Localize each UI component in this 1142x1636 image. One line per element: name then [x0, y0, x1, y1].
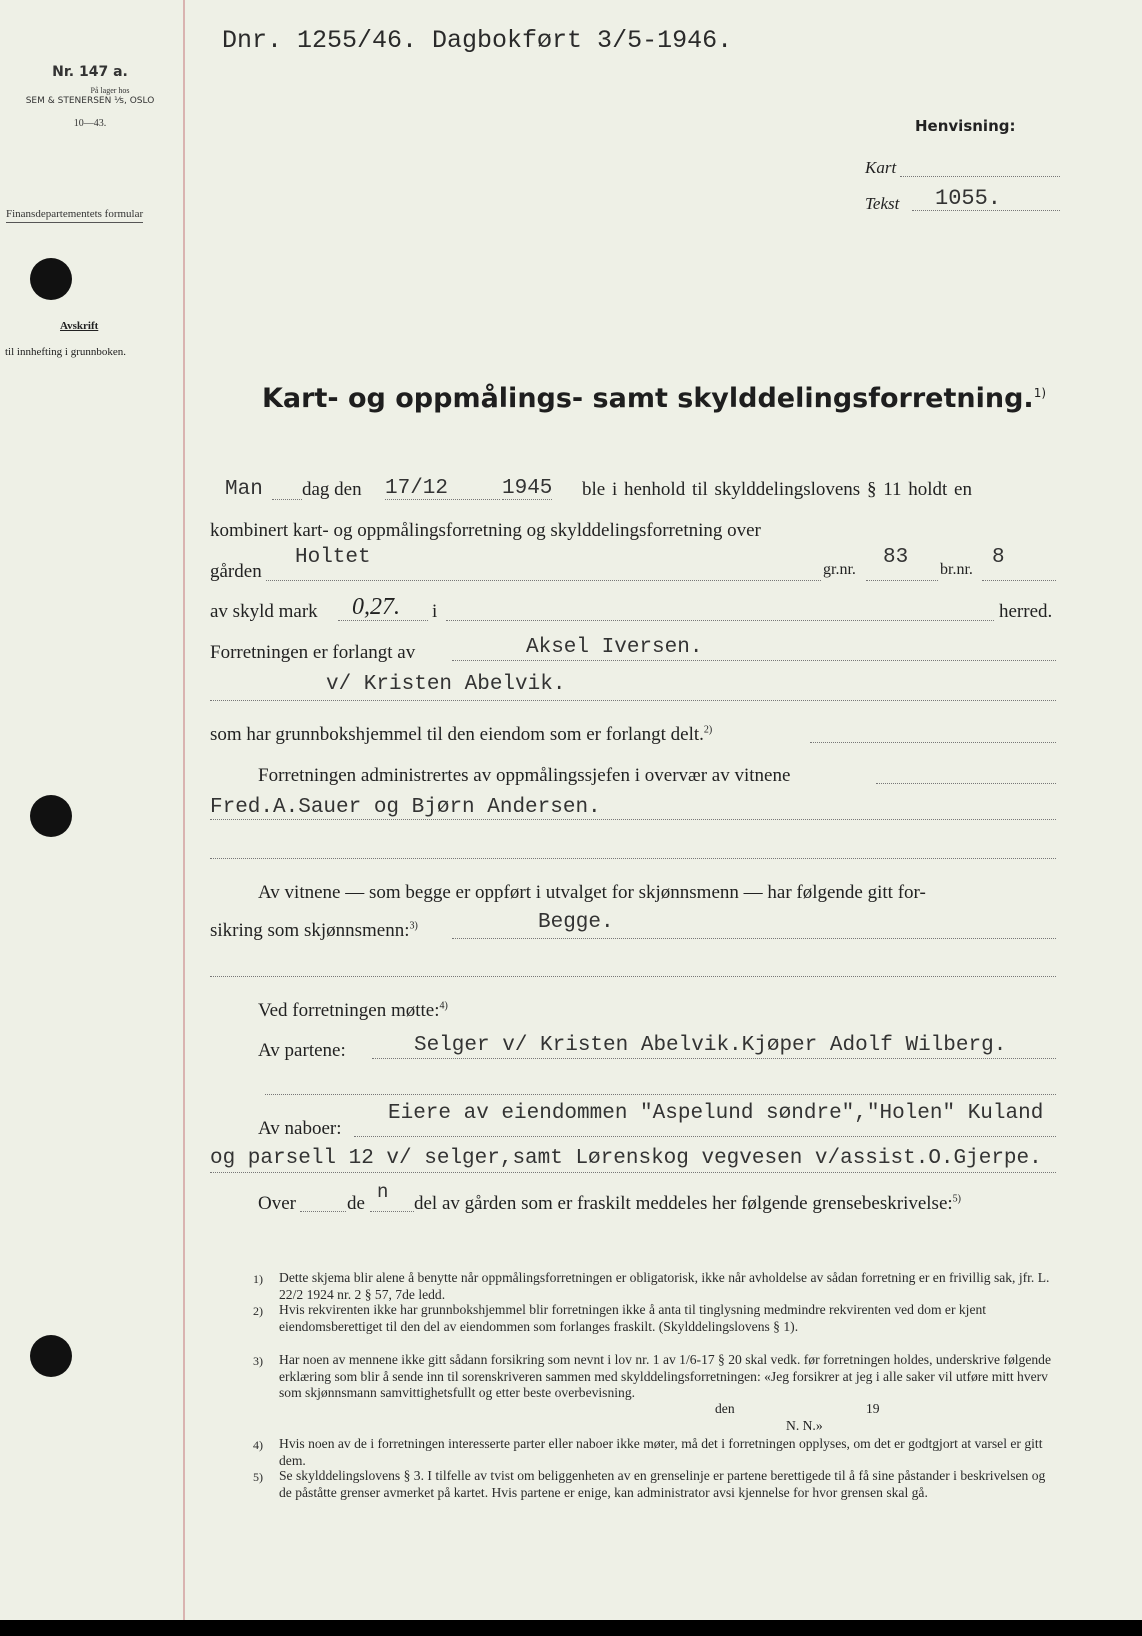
punch-hole	[30, 258, 72, 300]
farm-line	[266, 580, 821, 581]
neighbors-line2	[210, 1172, 1056, 1173]
herred-line	[446, 620, 994, 621]
publisher-line2: SEM & STENERSEN ⅟s, OSLO	[25, 96, 155, 106]
witness-text2	[210, 920, 418, 942]
footnote-3-den: den	[715, 1401, 735, 1416]
year-line	[502, 499, 552, 500]
form-number-block	[0, 64, 180, 129]
copy-note: til innhefting i grunnboken.	[5, 346, 126, 358]
neighbors-label: Av naboer:	[258, 1118, 342, 1139]
de-label: de	[347, 1193, 365, 1214]
punch-hole	[30, 1335, 72, 1377]
farm-name: Holtet	[295, 546, 371, 569]
journal-stamp: Dnr. 1255/46. Dagbokført 3/5-1946.	[222, 26, 733, 55]
footnote-number: 2)	[253, 1304, 263, 1318]
date-value: 17/12	[385, 477, 449, 500]
tekst-value: 1055.	[935, 186, 1002, 211]
grunnbok-line-fill	[810, 742, 1056, 743]
requester-value: Aksel Iversen.	[526, 636, 703, 659]
witness-value: Begge.	[538, 911, 614, 934]
de-value: n	[377, 1181, 389, 1203]
kart-label: Kart	[865, 158, 897, 177]
intro-text: ble i henhold til skylddelingslovens § 11 holdt en	[582, 479, 972, 500]
grnr-label: gr.nr.	[823, 561, 856, 578]
footnote-number: 5)	[253, 1470, 263, 1484]
witness-line-fill2	[210, 976, 1056, 977]
neighbors-value1: Eiere av eiendommen "Aspelund søndre","Holen" Kuland	[388, 1102, 1044, 1125]
witnesses-value: Fred.A.Sauer og Bjørn Andersen.	[210, 796, 601, 819]
footnote-number: 3)	[253, 1354, 263, 1368]
requester-value-line2: v/ Kristen Abelvik.	[326, 673, 566, 696]
herred-label: herred.	[999, 601, 1053, 622]
parties-line	[372, 1058, 1056, 1059]
brnr-label: br.nr.	[940, 561, 973, 578]
skyld-label: av skyld mark	[210, 601, 318, 622]
tekst-label: Tekst	[865, 194, 900, 213]
footnote-3: Har noen av mennene ikke gitt sådann forsikring som nevnt i lov nr. 1 av 1/6-17 § 20 skal vedk. før forretningen holdes, underskrive følgende erklæring som blir å sende inn til sorenskriveren sammen med skylddelingsforretningen: «Jeg forsikrer at jeg i alle saker vil utføre mitt hverv som skjønnsmann samvittighetsfullt og etter beste overbevisning.	[279, 1352, 1052, 1400]
parties-line2	[265, 1094, 1056, 1095]
admin-line	[876, 783, 1056, 784]
over-footnote-ref: 5)	[952, 1193, 962, 1205]
date-line	[385, 499, 500, 500]
witness-line1: Av vitnene — som begge er oppført i utvalget for skjønnsmenn — har følgende gitt for-	[258, 882, 926, 903]
footnote-2: Hvis rekvirenten ikke har grunnbokshjemmel blir forretningen ikke å anta til tinglysning medmindre rekvirenten ved dom er kjent eiendomsberettiget til den del av eiendommen som forlanges fraskilt. (Skylddelingslovens § 1).	[279, 1302, 987, 1334]
footnote-number: 4)	[253, 1438, 263, 1452]
footnote-1: Dette skjema blir alene å benytte når oppmålingsforretningen er obligatorisk, ikke når avholdelse av sådan forretning er en frivillig sak, jfr. L. 22/2 1924 nr. 2 § 57, 7de ledd.	[279, 1270, 1050, 1302]
reference-label: Henvisning:	[915, 117, 1016, 135]
publisher-date: 10—43.	[73, 118, 107, 129]
footnote-3-year: 19	[866, 1401, 880, 1416]
date-prefix: dag den	[302, 479, 362, 500]
farm-label: gården	[210, 561, 262, 582]
i-label: i	[432, 601, 438, 622]
witness-footnote-ref: 3)	[409, 920, 418, 932]
footnote-4: Hvis noen av de i forretningen interesserte parter eller naboer ikke møter, må det i forretningen opplyses, om det er godtgjort at varsel er gitt dem.	[279, 1436, 1043, 1468]
weekday-line	[272, 499, 302, 500]
footnote-3-signature: N. N.»	[786, 1418, 823, 1433]
requester-label: Forretningen er forlangt av	[210, 642, 416, 663]
requester-line	[452, 660, 1056, 661]
grunnbok-footnote-ref: 2)	[703, 724, 713, 736]
neighbors-value2: og parsell 12 v/ selger,samt Lørenskog vegvesen v/assist.O.Gjerpe.	[210, 1147, 1042, 1170]
requester-line2	[210, 700, 1056, 701]
brnr-value: 8	[992, 546, 1005, 569]
attend-label: Ved forretningen møtte:	[258, 1000, 440, 1021]
attend-text	[258, 1000, 448, 1022]
title-footnote-ref: 1)	[1033, 386, 1047, 400]
grunnbok-line: som har grunnbokshjemmel til den eiendom som er forlangt delt.	[210, 724, 704, 745]
brnr-line	[982, 580, 1056, 581]
witness-line2: sikring som skjønnsmenn:	[210, 920, 410, 941]
title-text: Kart- og oppmålings- samt skylddelingsforretning.	[262, 383, 1034, 414]
over-text	[414, 1193, 961, 1215]
grnr-value: 83	[883, 546, 909, 569]
document-title	[262, 383, 1046, 414]
punch-hole	[30, 795, 72, 837]
ministry-label: Finansdepartementets formular	[6, 208, 143, 223]
publisher-line1: På lager hos	[90, 86, 130, 95]
year-value: 1945	[502, 477, 553, 500]
parties-value: Selger v/ Kristen Abelvik.Kjøper Adolf Wilberg.	[414, 1034, 1007, 1057]
witnesses-line2	[210, 858, 1056, 859]
de-line	[370, 1211, 414, 1212]
attend-footnote-ref: 4)	[439, 1000, 448, 1012]
witnesses-line	[210, 819, 1056, 820]
over-label: Over	[258, 1193, 296, 1214]
footnote-5: Se skylddelingslovens § 3. I tilfelle av tvist om beliggenheten av en grenselinje er partene berettigede til å få sine påstander i beskrivelsen og de påståtte grenser avmerket på kartet. Hvis partene er enige, kan administrator avsi kjennelse for hvor grensen skal gå.	[279, 1468, 1046, 1500]
margin-rule	[183, 0, 185, 1620]
neighbors-line	[354, 1136, 1056, 1137]
weekday-value: Man	[225, 478, 263, 501]
kart-line	[900, 176, 1060, 177]
over-rest: del av gården som er fraskilt meddeles her følgende grensebeskrivelse:	[414, 1193, 953, 1214]
copy-label: Avskrift	[60, 320, 99, 332]
form-number: Nr. 147 a.	[52, 64, 128, 80]
parties-label: Av partene:	[258, 1040, 346, 1061]
skyld-value: 0,27.	[352, 594, 400, 620]
over-line	[300, 1211, 346, 1212]
witness-line-fill	[452, 938, 1056, 939]
footnote-number: 1)	[253, 1272, 263, 1286]
grnr-line	[866, 580, 938, 581]
admin-text: Forretningen administrertes av oppmålingssjefen i overvær av vitnene	[258, 765, 791, 786]
grunnbok-text	[210, 724, 712, 746]
intro-line2: kombinert kart- og oppmålingsforretning og skylddelingsforretning over	[210, 520, 761, 541]
